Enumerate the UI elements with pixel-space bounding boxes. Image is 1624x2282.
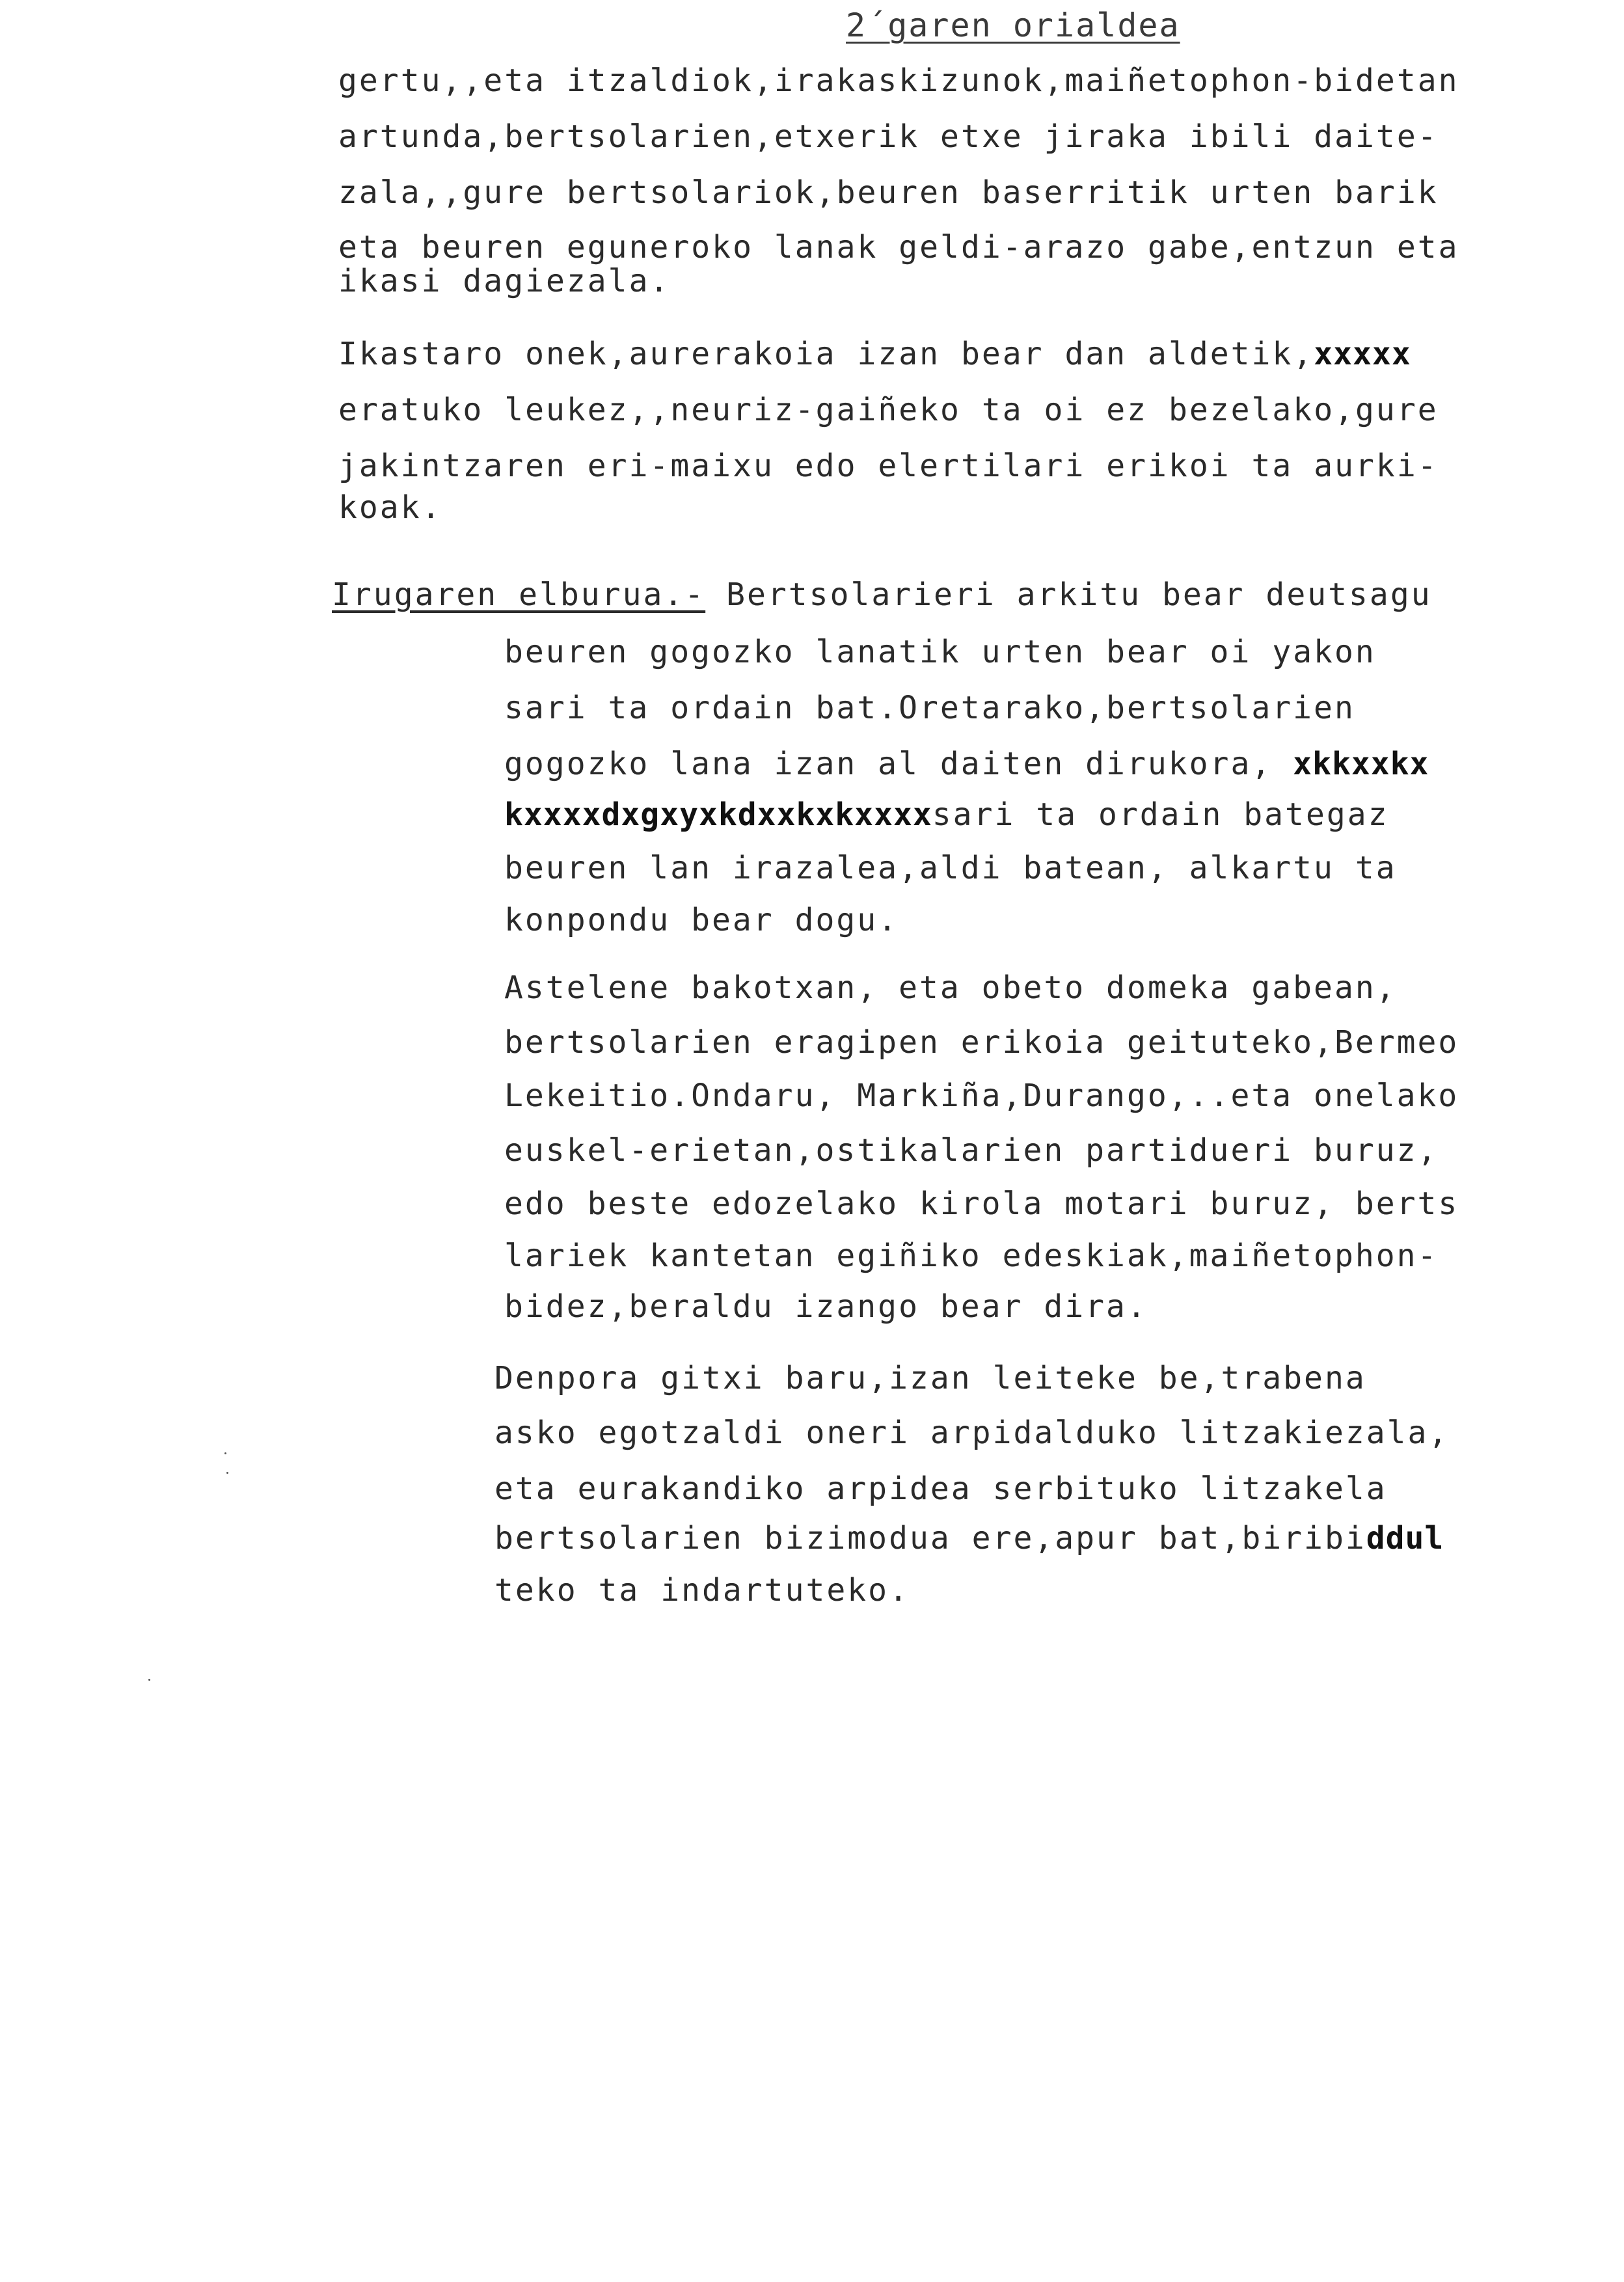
- para4-line-5: edo beste edozelako kirola motari buruz, berts: [504, 1186, 1459, 1222]
- section-line-6: beuren lan irazalea,aldi batean, alkartu ta: [504, 850, 1397, 886]
- section-first-line-text: Bertsolarieri arkitu bear deutsagu: [705, 577, 1432, 613]
- para1-line-2: artunda,bertsolarien,etxerik etxe jiraka ibili daite-: [338, 118, 1439, 155]
- section-line-5: [504, 796, 1389, 833]
- para2-line-1-text: Ikastaro onek,aurerakoia izan bear dan aldetik,: [338, 336, 1314, 372]
- para5-line-4: [494, 1520, 1444, 1556]
- para5-line-1: Denpora gitxi baru,izan leiteke be,trabena: [494, 1360, 1366, 1396]
- para5-line-4-struck: ddul: [1366, 1520, 1444, 1556]
- para2-line-3: jakintzaren eri-maixu edo elertilari erikoi ta aurki-: [338, 448, 1439, 484]
- section-line-4: [504, 748, 1429, 780]
- section-line-4-struck: xkkxxkx: [1293, 746, 1429, 782]
- para1-line-3: zala,,gure bertsolariok,beuren baserritik urten barik: [338, 174, 1439, 211]
- para1-line-5: ikasi dagiezala.: [338, 263, 671, 299]
- para5-line-5: teko ta indartuteko.: [494, 1572, 910, 1609]
- scan-speck-1: [224, 1452, 226, 1454]
- section-line-5-text: sari ta ordain bategaz: [932, 796, 1389, 833]
- section-line-3: sari ta ordain bat.Oretarako,bertsolarien: [504, 690, 1355, 726]
- para4-line-7: bidez,beraldu izango bear dira.: [504, 1288, 1148, 1325]
- para2-line-4: koak.: [338, 489, 442, 526]
- para5-line-4-text: bertsolarien bizimodua ere,apur bat,biribi: [494, 1520, 1366, 1556]
- para1-line-4: eta beuren eguneroko lanak geldi-arazo gabe,entzun eta: [338, 229, 1459, 265]
- section-heading: Irugaren elburua.-: [332, 577, 706, 613]
- section-line-5-struck: kxxxxdxgxyxkdxxkxkxxxx: [504, 796, 932, 833]
- para5-line-3: eta eurakandiko arpidea serbituko litzakela: [494, 1471, 1387, 1507]
- para4-line-2: bertsolarien eragipen erikoia geituteko,Bermeo: [504, 1024, 1459, 1061]
- para4-line-3: Lekeitio.Ondaru, Markiña,Durango,..eta onelako: [504, 1078, 1459, 1114]
- para5-line-2: asko egotzaldi oneri arpidalduko litzakiezala,: [494, 1415, 1450, 1451]
- para1-line-1: gertu,,eta itzaldiok,irakaskizunok,maiñetophon-bidetan: [338, 62, 1459, 99]
- para4-line-1: Astelene bakotxan, eta obeto domeka gabean,: [504, 970, 1397, 1006]
- para4-line-4: euskel-erietan,ostikalarien partidueri buruz,: [504, 1132, 1439, 1169]
- para2-line-2: eratuko leukez,,neuriz-gaiñeko ta oi ez bezelako,gure: [338, 392, 1439, 428]
- scan-speck-3: [148, 1679, 150, 1681]
- para2-line-1-struck: xxxxx: [1314, 336, 1411, 372]
- section-line-7: konpondu bear dogu.: [504, 902, 899, 938]
- para2-line-1: [338, 338, 1411, 370]
- section-line-2: beuren gogozko lanatik urten bear oi yakon: [504, 634, 1376, 670]
- page-header: 2´garen orialdea: [846, 7, 1180, 44]
- section-first-line: [332, 577, 1432, 613]
- scan-speck-2: [226, 1472, 228, 1474]
- section-line-4-text: gogozko lana izan al daiten dirukora,: [504, 746, 1293, 782]
- para4-line-6: lariek kantetan egiñiko edeskiak,maiñetophon-: [504, 1238, 1439, 1274]
